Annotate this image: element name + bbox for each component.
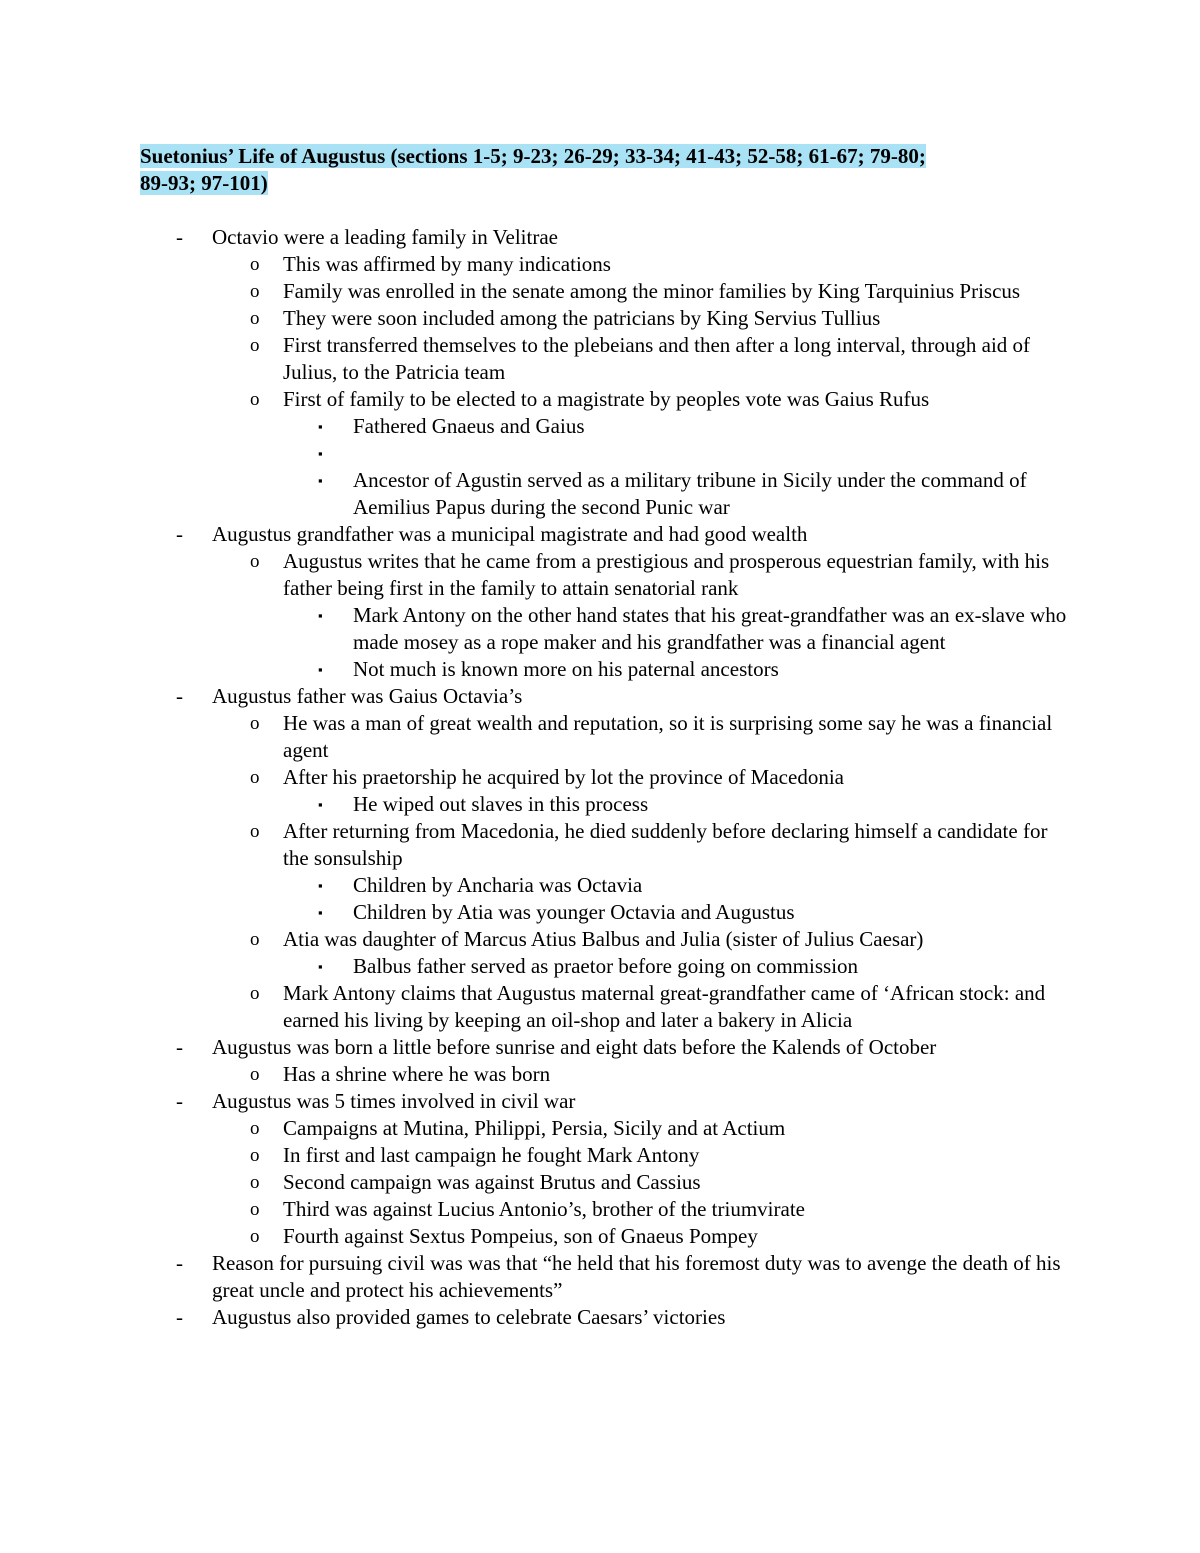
outline-item-text: After returning from Macedonia, he died suddenly before declaring himself a candidate for the sonsulship	[283, 819, 1048, 870]
outline-item-level-2	[0, 1061, 1073, 1088]
outline-item-level-1	[0, 1034, 1072, 1061]
outline-item-level-2	[0, 305, 1073, 332]
outline-item-level-3	[0, 872, 1073, 899]
outline-item-level-3	[0, 656, 1073, 683]
outline-item-level-3	[0, 899, 1073, 926]
outline-item-text: Fourth against Sextus Pompeius, son of Gnaeus Pompey	[283, 1224, 758, 1248]
dash-bullet: -	[176, 1089, 183, 1113]
outline-item-level-2	[0, 818, 1073, 872]
outline-item-level-2	[0, 1115, 1073, 1142]
outline-item-text: Mark Antony on the other hand states that his great-grandfather was an ex-slave who made mosey as a rope maker and his grandfather was a financial agent	[353, 603, 1067, 654]
outline-item-text: Second campaign was against Brutus and Cassius	[283, 1170, 701, 1194]
outline-item-level-2	[0, 764, 1073, 791]
outline-item-text: Augustus was 5 times involved in civil war	[212, 1089, 576, 1113]
outline-item-text: In first and last campaign he fought Mark Antony	[283, 1143, 700, 1167]
outline-item-level-1	[0, 1088, 1072, 1115]
square-bullet: ▪	[318, 797, 323, 812]
circle-bullet: o	[250, 335, 260, 356]
square-bullet: ▪	[318, 419, 323, 434]
square-bullet: ▪	[318, 959, 323, 974]
circle-bullet: o	[250, 1118, 260, 1139]
outline-item-level-2	[0, 710, 1073, 764]
outline-item-text: They were soon included among the patricians by King Servius Tullius	[283, 306, 881, 330]
outline-item-text: Campaigns at Mutina, Philippi, Persia, Sicily and at Actium	[283, 1116, 786, 1140]
outline-item-text: Balbus father served as praetor before going on commission	[353, 954, 859, 978]
outline-item-text: Mark Antony claims that Augustus maternal great-grandfather came of ‘African stock: and earned his living by keeping an oil-shop and later a bakery in Alicia	[283, 981, 1046, 1032]
circle-bullet: o	[250, 1145, 260, 1166]
circle-bullet: o	[250, 929, 260, 950]
outline-item-level-1	[0, 521, 1072, 548]
outline-item-level-2	[0, 251, 1073, 278]
square-bullet: ▪	[318, 905, 323, 920]
dash-bullet: -	[176, 1035, 183, 1059]
dash-bullet: -	[176, 1251, 183, 1275]
outline-item-level-3	[0, 602, 1073, 656]
title-line-1: Suetonius’ Life of Augustus (sections 1-5; 9-23; 26-29; 33-34; 41-43; 52-58; 61-67; 79-80;	[140, 144, 926, 168]
outline-item-level-2	[0, 1142, 1073, 1169]
outline-item-level-2	[0, 980, 1073, 1034]
outline-item-level-3	[0, 467, 1073, 521]
outline-item-text: This was affirmed by many indications	[283, 252, 611, 276]
outline-item-level-3	[0, 440, 1073, 467]
dash-bullet: -	[176, 1305, 183, 1329]
outline-item-level-1	[0, 683, 1072, 710]
outline-item-level-3	[0, 413, 1073, 440]
outline-item-level-2	[0, 1169, 1073, 1196]
circle-bullet: o	[250, 1226, 260, 1247]
circle-bullet: o	[250, 308, 260, 329]
outline-item-level-2	[0, 548, 1073, 602]
outline-item-level-2	[0, 926, 1073, 953]
dash-bullet: -	[176, 684, 183, 708]
outline-item-text	[353, 440, 1073, 467]
outline-item-text: Augustus grandfather was a municipal magistrate and had good wealth	[212, 522, 808, 546]
outline-item-level-1	[0, 1304, 1072, 1331]
circle-bullet: o	[250, 1199, 260, 1220]
outline-item-text: First transferred themselves to the plebeians and then after a long interval, through aid of Julius, to the Patricia team	[283, 333, 1031, 384]
outline-item-text: Third was against Lucius Antonio’s, brother of the triumvirate	[283, 1197, 805, 1221]
document-title	[140, 143, 1040, 197]
outline-item-level-3	[0, 953, 1073, 980]
circle-bullet: o	[250, 551, 260, 572]
outline-item-text: Augustus also provided games to celebrate Caesars’ victories	[212, 1305, 726, 1329]
outline-item-text: Ancestor of Agustin served as a military tribune in Sicily under the command of Aemilius Papus during the second Punic war	[353, 468, 1027, 519]
square-bullet: ▪	[318, 473, 323, 488]
outline-item-level-2	[0, 332, 1073, 386]
square-bullet: ▪	[318, 662, 323, 677]
outline-item-level-2	[0, 1223, 1073, 1250]
circle-bullet: o	[250, 281, 260, 302]
outline-item-text: After his praetorship he acquired by lot the province of Macedonia	[283, 765, 844, 789]
outline-item-level-1	[0, 1250, 1072, 1304]
outline-item-text: He wiped out slaves in this process	[353, 792, 649, 816]
circle-bullet: o	[250, 389, 260, 410]
circle-bullet: o	[250, 821, 260, 842]
circle-bullet: o	[250, 767, 260, 788]
outline-item-text: Atia was daughter of Marcus Atius Balbus and Julia (sister of Julius Caesar)	[283, 927, 924, 951]
outline-list	[0, 224, 1200, 1331]
outline-item-text: Fathered Gnaeus and Gaius	[353, 414, 585, 438]
outline-item-text: Has a shrine where he was born	[283, 1062, 551, 1086]
outline-item-text: Children by Atia was younger Octavia and Augustus	[353, 900, 795, 924]
outline-item-text: Augustus father was Gaius Octavia’s	[212, 684, 523, 708]
outline-item-text: Not much is known more on his paternal ancestors	[353, 657, 779, 681]
outline-item-level-3	[0, 791, 1073, 818]
square-bullet: ▪	[318, 878, 323, 893]
outline-item-text: Children by Ancharia was Octavia	[353, 873, 643, 897]
outline-item-text: Augustus was born a little before sunrise and eight dats before the Kalends of October	[212, 1035, 937, 1059]
square-bullet: ▪	[318, 608, 323, 623]
circle-bullet: o	[250, 983, 260, 1004]
circle-bullet: o	[250, 713, 260, 734]
dash-bullet: -	[176, 522, 183, 546]
outline-item-text: He was a man of great wealth and reputation, so it is surprising some say he was a financial agent	[283, 711, 1053, 762]
circle-bullet: o	[250, 254, 260, 275]
outline-item-text: Family was enrolled in the senate among the minor families by King Tarquinius Priscus	[283, 279, 1021, 303]
outline-item-level-2	[0, 1196, 1073, 1223]
title-line-2: 89-93; 97-101)	[140, 171, 268, 195]
outline-item-text: Reason for pursuing civil was was that “he held that his foremost duty was to avenge the death of his great uncle and protect his achievements”	[212, 1251, 1061, 1302]
circle-bullet: o	[250, 1172, 260, 1193]
dash-bullet: -	[176, 225, 183, 249]
outline-item-level-2	[0, 386, 1073, 413]
outline-item-level-2	[0, 278, 1073, 305]
outline-item-text: Augustus writes that he came from a prestigious and prosperous equestrian family, with his father being first in the family to attain senatorial rank	[283, 549, 1050, 600]
square-bullet: ▪	[318, 446, 323, 461]
circle-bullet: o	[250, 1064, 260, 1085]
outline-item-text: Octavio were a leading family in Velitrae	[212, 225, 558, 249]
outline-item-text: First of family to be elected to a magistrate by peoples vote was Gaius Rufus	[283, 387, 930, 411]
outline-item-level-1	[0, 224, 1072, 251]
